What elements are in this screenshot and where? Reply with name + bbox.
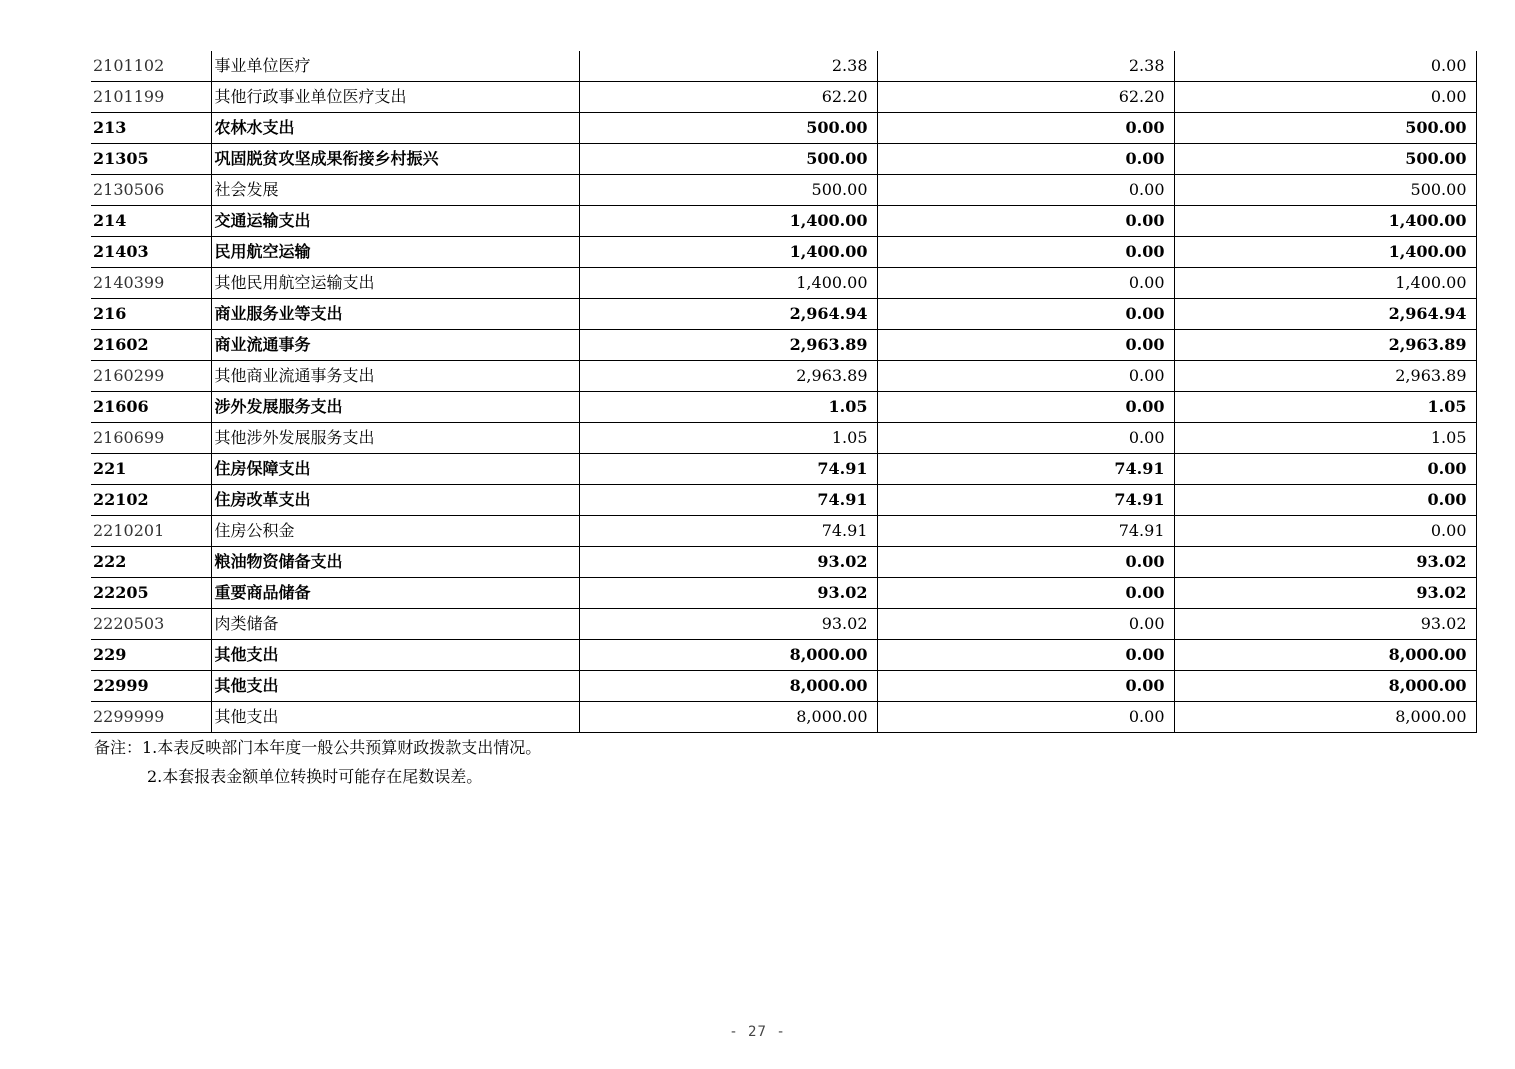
row-value-basic: 0.00 — [877, 609, 1174, 640]
row-value-total: 1.05 — [579, 392, 877, 423]
row-code: 21305 — [91, 144, 211, 175]
table-row — [91, 268, 1476, 299]
row-value-project: 0.00 — [1174, 51, 1476, 82]
row-value-basic: 0.00 — [877, 578, 1174, 609]
row-value-project: 8,000.00 — [1174, 640, 1476, 671]
table-row — [91, 547, 1476, 578]
row-value-total: 74.91 — [579, 485, 877, 516]
row-value-project: 93.02 — [1174, 609, 1476, 640]
row-code: 22999 — [91, 671, 211, 702]
row-name: 住房保障支出 — [211, 454, 579, 485]
table-row — [91, 392, 1476, 423]
row-value-basic: 0.00 — [877, 113, 1174, 144]
page-number: - 27 - — [729, 1024, 786, 1040]
row-value-total: 2,963.89 — [579, 330, 877, 361]
row-value-project: 0.00 — [1174, 516, 1476, 547]
table-row — [91, 113, 1476, 144]
row-value-project: 8,000.00 — [1174, 671, 1476, 702]
row-value-basic: 0.00 — [877, 268, 1174, 299]
table-body — [91, 51, 1476, 733]
row-value-basic: 0.00 — [877, 144, 1174, 175]
row-name: 商业服务业等支出 — [211, 299, 579, 330]
row-value-project: 1.05 — [1174, 392, 1476, 423]
row-value-project: 93.02 — [1174, 547, 1476, 578]
row-code: 22102 — [91, 485, 211, 516]
row-value-total: 93.02 — [579, 578, 877, 609]
row-value-project: 2,964.94 — [1174, 299, 1476, 330]
row-value-project: 0.00 — [1174, 454, 1476, 485]
row-value-total: 1.05 — [579, 423, 877, 454]
row-value-basic: 0.00 — [877, 671, 1174, 702]
row-code: 22205 — [91, 578, 211, 609]
row-name: 其他行政事业单位医疗支出 — [211, 82, 579, 113]
row-value-project: 1,400.00 — [1174, 268, 1476, 299]
row-name: 其他支出 — [211, 671, 579, 702]
table-row — [91, 144, 1476, 175]
row-value-basic: 0.00 — [877, 361, 1174, 392]
table-row — [91, 516, 1476, 547]
row-code: 222 — [91, 547, 211, 578]
table-row — [91, 330, 1476, 361]
row-code: 2160699 — [91, 423, 211, 454]
row-code: 2220503 — [91, 609, 211, 640]
row-value-basic: 62.20 — [877, 82, 1174, 113]
row-name: 交通运输支出 — [211, 206, 579, 237]
table-row — [91, 51, 1476, 82]
table-row — [91, 175, 1476, 206]
row-value-total: 2.38 — [579, 51, 877, 82]
table-row — [91, 671, 1476, 702]
row-value-project: 93.02 — [1174, 578, 1476, 609]
row-code: 2160299 — [91, 361, 211, 392]
row-code: 21602 — [91, 330, 211, 361]
row-value-basic: 0.00 — [877, 640, 1174, 671]
row-value-project: 8,000.00 — [1174, 702, 1476, 733]
row-value-project: 500.00 — [1174, 144, 1476, 175]
row-code: 213 — [91, 113, 211, 144]
row-name: 肉类储备 — [211, 609, 579, 640]
row-value-total: 8,000.00 — [579, 702, 877, 733]
row-value-total: 500.00 — [579, 144, 877, 175]
row-code: 221 — [91, 454, 211, 485]
row-value-project: 0.00 — [1174, 485, 1476, 516]
row-code: 2299999 — [91, 702, 211, 733]
row-code: 216 — [91, 299, 211, 330]
row-value-basic: 74.91 — [877, 516, 1174, 547]
row-value-total: 2,963.89 — [579, 361, 877, 392]
row-value-total: 2,964.94 — [579, 299, 877, 330]
row-name: 民用航空运输 — [211, 237, 579, 268]
row-value-total: 8,000.00 — [579, 640, 877, 671]
row-value-project: 500.00 — [1174, 113, 1476, 144]
row-value-project: 500.00 — [1174, 175, 1476, 206]
table-row — [91, 578, 1476, 609]
row-value-total: 500.00 — [579, 113, 877, 144]
note-line-2: 2.本套报表金额单位转换时可能存在尾数误差。 — [147, 767, 483, 786]
row-value-total: 1,400.00 — [579, 268, 877, 299]
row-name: 其他民用航空运输支出 — [211, 268, 579, 299]
row-value-basic: 0.00 — [877, 330, 1174, 361]
row-code: 2101102 — [91, 51, 211, 82]
note-line-1: 备注：1.本表反映部门本年度一般公共预算财政拨款支出情况。 — [94, 738, 542, 757]
row-value-total: 74.91 — [579, 516, 877, 547]
table-row — [91, 206, 1476, 237]
table-row — [91, 299, 1476, 330]
row-code: 2140399 — [91, 268, 211, 299]
row-value-total: 93.02 — [579, 609, 877, 640]
row-value-project: 1.05 — [1174, 423, 1476, 454]
table-row — [91, 454, 1476, 485]
row-name: 涉外发展服务支出 — [211, 392, 579, 423]
row-value-total: 8,000.00 — [579, 671, 877, 702]
row-name: 重要商品储备 — [211, 578, 579, 609]
row-code: 229 — [91, 640, 211, 671]
row-name: 其他支出 — [211, 702, 579, 733]
row-value-project: 1,400.00 — [1174, 237, 1476, 268]
row-value-total: 93.02 — [579, 547, 877, 578]
row-value-basic: 74.91 — [877, 485, 1174, 516]
table-row — [91, 640, 1476, 671]
row-value-total: 62.20 — [579, 82, 877, 113]
notes — [94, 733, 541, 791]
row-value-project: 2,963.89 — [1174, 330, 1476, 361]
row-value-basic: 0.00 — [877, 237, 1174, 268]
row-name: 粮油物资储备支出 — [211, 547, 579, 578]
row-code: 2130506 — [91, 175, 211, 206]
row-name: 社会发展 — [211, 175, 579, 206]
row-value-basic: 0.00 — [877, 299, 1174, 330]
row-name: 其他支出 — [211, 640, 579, 671]
table-row — [91, 423, 1476, 454]
row-value-basic: 0.00 — [877, 175, 1174, 206]
row-name: 其他涉外发展服务支出 — [211, 423, 579, 454]
row-name: 巩固脱贫攻坚成果衔接乡村振兴 — [211, 144, 579, 175]
row-value-project: 1,400.00 — [1174, 206, 1476, 237]
row-name: 事业单位医疗 — [211, 51, 579, 82]
table-row — [91, 237, 1476, 268]
row-value-basic: 0.00 — [877, 423, 1174, 454]
row-code: 21606 — [91, 392, 211, 423]
row-name: 其他商业流通事务支出 — [211, 361, 579, 392]
table-row — [91, 485, 1476, 516]
row-name: 住房公积金 — [211, 516, 579, 547]
row-code: 2101199 — [91, 82, 211, 113]
row-value-total: 500.00 — [579, 175, 877, 206]
row-value-project: 0.00 — [1174, 82, 1476, 113]
row-value-basic: 0.00 — [877, 547, 1174, 578]
row-code: 21403 — [91, 237, 211, 268]
table-row — [91, 82, 1476, 113]
row-value-basic: 2.38 — [877, 51, 1174, 82]
table-row — [91, 361, 1476, 392]
budget-expenditure-table — [91, 51, 1477, 733]
row-code: 214 — [91, 206, 211, 237]
row-name: 住房改革支出 — [211, 485, 579, 516]
table-row — [91, 702, 1476, 733]
row-value-basic: 74.91 — [877, 454, 1174, 485]
row-value-total: 1,400.00 — [579, 206, 877, 237]
table-row — [91, 609, 1476, 640]
row-name: 商业流通事务 — [211, 330, 579, 361]
row-name: 农林水支出 — [211, 113, 579, 144]
row-code: 2210201 — [91, 516, 211, 547]
row-value-project: 2,963.89 — [1174, 361, 1476, 392]
row-value-basic: 0.00 — [877, 392, 1174, 423]
row-value-total: 74.91 — [579, 454, 877, 485]
row-value-total: 1,400.00 — [579, 237, 877, 268]
row-value-basic: 0.00 — [877, 702, 1174, 733]
row-value-basic: 0.00 — [877, 206, 1174, 237]
